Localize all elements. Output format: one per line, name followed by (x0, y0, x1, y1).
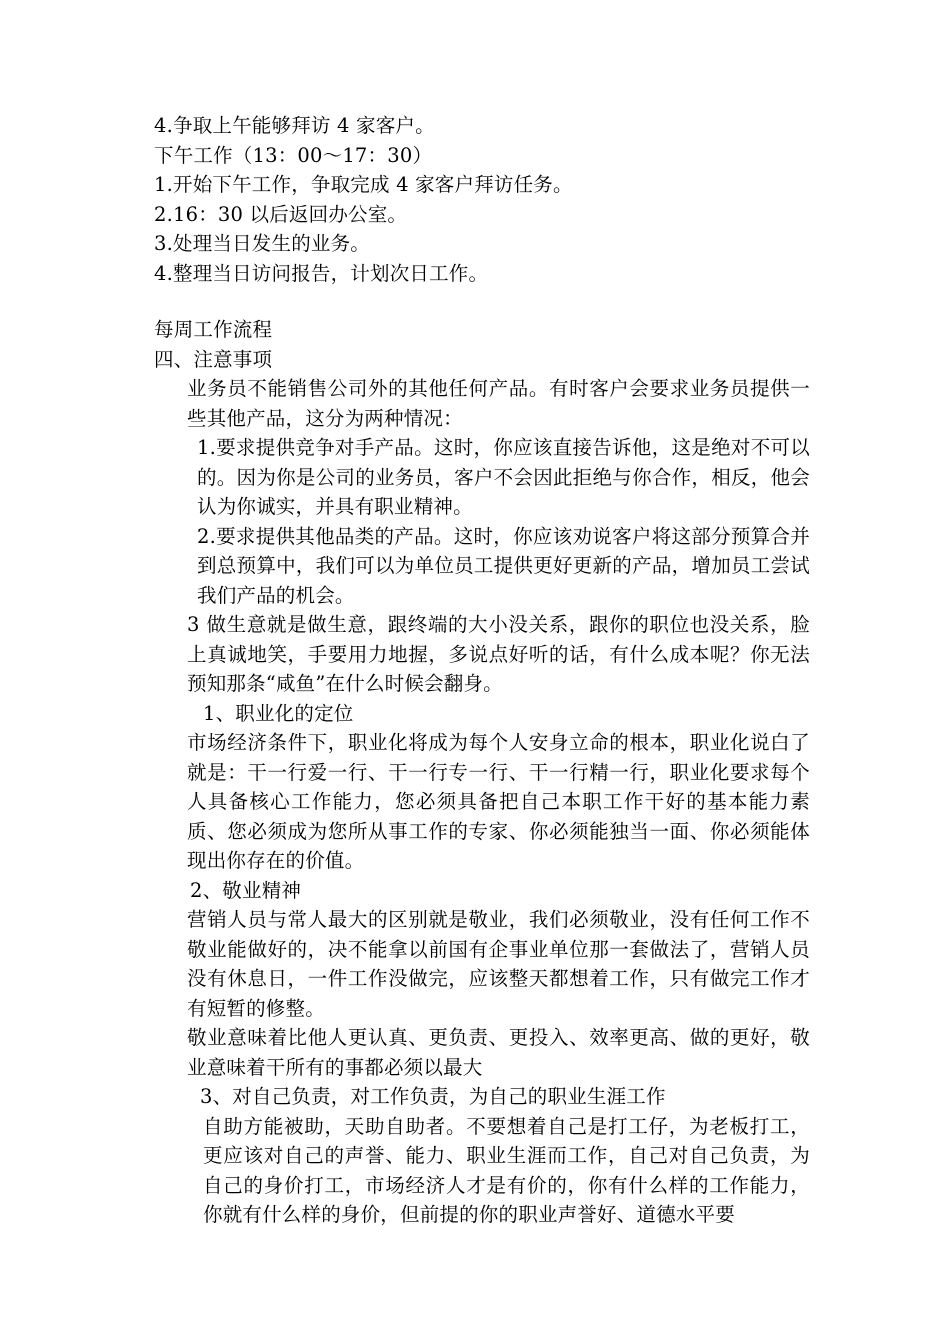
subheading-professional-positioning: 1、职业化的定位 (203, 701, 354, 725)
paragraph-dedication: 营销人员与常人最大的区别就是敬业，我们必须敬业，没有任何工作不敬业能做好的，决不能拿以前国有企事业单位那一套做法了，营销人员没有休息日，一件工作没做完，应该整天都想着工作，只有做完工作才有短暂的修整。 (187, 908, 810, 1020)
paragraph-business-is-business: 3 做生意就是做生意，跟终端的大小没关系，跟你的职位也没关系，脸上真诚地笑，手要用力地握，多说点好听的话，有什么成本呢？你无法预知那条“咸鱼”在什么时候会翻身。 (187, 613, 810, 695)
paragraph-dedication-meaning: 敬业意味着比他人更认真、更负责、更投入、效率更高、做的更好，敬业意味着干所有的事都必须以最大 (187, 1026, 810, 1079)
schedule-line-process-business: 3.处理当日发生的业务。 (154, 232, 371, 255)
paragraph-self-help: 自助方能被助，天助自助者。不要想着自己是打工仔，为老板打工，更应该对自己的声誉、能力、职业生涯而工作，自己对自己负责，为自己的身价打工，市场经济人才是有价的，你有什么样的工作能力，你就有什么样的身价，但前提的你的职业声誉好、道德水平要 (203, 1114, 810, 1226)
section-gap (146, 288, 810, 315)
section-heading-notes: 四、注意事项 (154, 347, 273, 371)
schedule-line-afternoon-start: 1.开始下午工作，争取完成 4 家客户拜访任务。 (154, 173, 573, 196)
paragraph-no-other-products: 业务员不能销售公司外的其他任何产品。有时客户会要求业务员提供一些其他产品，这分为两种情况： (187, 377, 810, 430)
document-body (146, 111, 810, 1230)
schedule-line-morning-visits: 4.争取上午能够拜访 4 家客户。 (154, 114, 435, 137)
afternoon-work-heading: 下午工作（13：00～17：30） (154, 143, 433, 167)
paragraph-competitor-products: 1.要求提供竞争对手产品。这时，你应该直接告诉他，这是绝对不可以的。因为你是公司的业务员，客户不会因此拒绝与你合作，相反，他会认为你诚实，并具有职业精神。 (197, 436, 810, 518)
subheading-self-responsibility: 3、对自己负责，对工作负责，为自己的职业生涯工作 (200, 1085, 666, 1108)
schedule-line-daily-report: 4.整理当日访问报告，计划次日工作。 (154, 261, 489, 285)
subheading-dedication: 2、敬业精神 (190, 878, 302, 902)
weekly-workflow-heading: 每周工作流程 (154, 318, 273, 341)
paragraph-professionalism: 市场经济条件下，职业化将成为每个人安身立命的根本，职业化说白了就是：干一行爱一行、干一行专一行、干一行精一行，职业化要求每个人具备核心工作能力，您必须具备把自己本职工作干好的基本能力素质、您必须成为您所从事工作的专家、你必须能独当一面、你必须能体现出你存在的价值。 (187, 731, 810, 872)
schedule-line-return-office: 2.16：30 以后返回办公室。 (154, 202, 408, 226)
paragraph-other-categories: 2.要求提供其他品类的产品。这时，你应该劝说客户将这部分预算合并到总预算中，我们可以为单位员工提供更好更新的产品，增加员工尝试我们产品的机会。 (197, 524, 810, 607)
